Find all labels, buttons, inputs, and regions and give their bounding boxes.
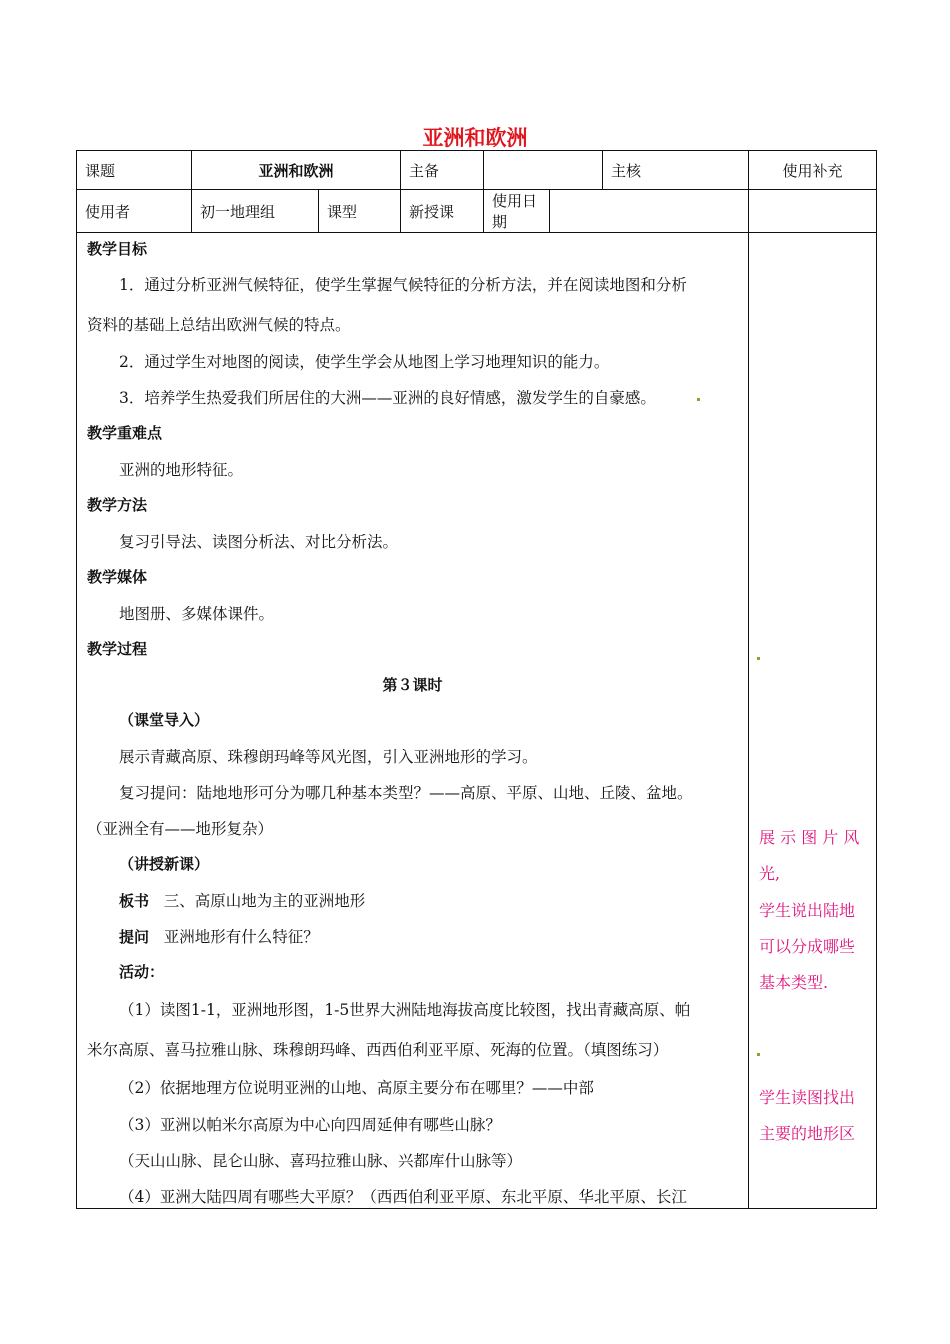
ask-line xyxy=(119,925,319,947)
goal-2: 2．通过学生对地图的阅读，使学生学会从地图上学习地理知识的能力。 xyxy=(119,353,610,371)
process-heading: 教学过程 xyxy=(87,640,148,658)
supplement-label: 使用补充 xyxy=(749,151,877,190)
activity-heading: 活动： xyxy=(119,963,165,981)
intro-line-3: （亚洲全有——地形复杂） xyxy=(87,820,274,838)
keti-value: 亚洲和欧洲 xyxy=(192,151,401,190)
new-lesson-heading: （讲授新课） xyxy=(119,855,210,873)
goal-3: 3．培养学生热爱我们所居住的大洲——亚洲的良好情感，激发学生的自豪感。 xyxy=(119,389,656,407)
document-title: 亚洲和欧洲 xyxy=(422,126,528,150)
board-line xyxy=(119,889,365,911)
intro-heading: （课堂导入） xyxy=(119,711,210,729)
lesson-plan-table xyxy=(76,150,877,1209)
supplement-blank xyxy=(749,190,877,233)
side-note-2: 学生说出陆地可以分成哪些基本类型. xyxy=(759,901,856,992)
board-text: 三、高原山地为主的亚洲地形 xyxy=(163,892,366,910)
activity-2: （2）依据地理方位说明亚洲的山地、高原主要分布在哪里？——中部 xyxy=(119,1079,594,1097)
key-text: 亚洲的地形特征。 xyxy=(119,461,244,479)
date-label: 使用日期 xyxy=(484,190,550,233)
user-label: 使用者 xyxy=(77,190,192,233)
zhuhe-label: 主核 xyxy=(603,151,749,190)
zhubei-value xyxy=(484,151,603,190)
activity-3b: （天山山脉、昆仑山脉、喜玛拉雅山脉、兴都库什山脉等） xyxy=(119,1152,523,1170)
speck-mark xyxy=(757,657,760,660)
zhubei-label: 主备 xyxy=(401,151,484,190)
key-heading: 教学重难点 xyxy=(87,424,163,442)
side-note-1: 展 示 图 片 风 光, xyxy=(759,828,860,883)
type-label: 课型 xyxy=(319,190,401,233)
goal-1b: 资料的基础上总结出欧洲气候的特点。 xyxy=(87,316,351,334)
date-value xyxy=(550,190,749,233)
lesson-number: 第３课时 xyxy=(382,676,443,694)
content-row xyxy=(77,233,877,1209)
supplement-cell xyxy=(749,233,877,1209)
header-row-1 xyxy=(77,151,877,190)
ask-text: 亚洲地形有什么特征？ xyxy=(163,928,319,946)
header-row-2 xyxy=(77,190,877,233)
speck-mark xyxy=(697,398,700,401)
method-text: 复习引导法、读图分析法、对比分析法。 xyxy=(119,533,399,551)
intro-line-2: 复习提问：陆地地形可分为哪几种基本类型？——高原、平原、山地、丘陵、盆地。 xyxy=(119,784,693,802)
keti-label: 课题 xyxy=(77,151,192,190)
speck-mark xyxy=(757,1053,760,1056)
method-heading: 教学方法 xyxy=(87,496,148,514)
goals-heading: 教学目标 xyxy=(87,240,148,258)
activity-3: （3）亚洲以帕米尔高原为中心向四周延伸有哪些山脉？ xyxy=(119,1116,501,1134)
type-value: 新授课 xyxy=(401,190,484,233)
board-label: 板书 xyxy=(119,892,150,910)
activity-4: （4）亚洲大陆四周有哪些大平原？（西西伯利亚平原、东北平原、华北平原、长江 xyxy=(119,1188,687,1206)
main-content-cell xyxy=(77,233,749,1209)
media-heading: 教学媒体 xyxy=(87,568,148,586)
side-note-3: 学生读图找出主要的地形区 xyxy=(759,1088,856,1143)
ask-label: 提问 xyxy=(119,928,150,946)
activity-1a: （1）读图1-1，亚洲地形图，1-5世界大洲陆地海拔高度比较图，找出青藏高原、帕 xyxy=(119,1001,691,1019)
goal-1a: 1．通过分析亚洲气候特征，使学生掌握气候特征的分析方法，并在阅读地图和分析 xyxy=(119,276,687,294)
user-value: 初一地理组 xyxy=(192,190,319,233)
intro-line-1: 展示青藏高原、珠穆朗玛峰等风光图，引入亚洲地形的学习。 xyxy=(119,748,538,766)
activity-1b: 米尔高原、喜马拉雅山脉、珠穆朗玛峰、西西伯利亚平原、死海的位置。（填图练习） xyxy=(87,1041,669,1059)
media-text: 地图册、多媒体课件。 xyxy=(119,605,275,623)
